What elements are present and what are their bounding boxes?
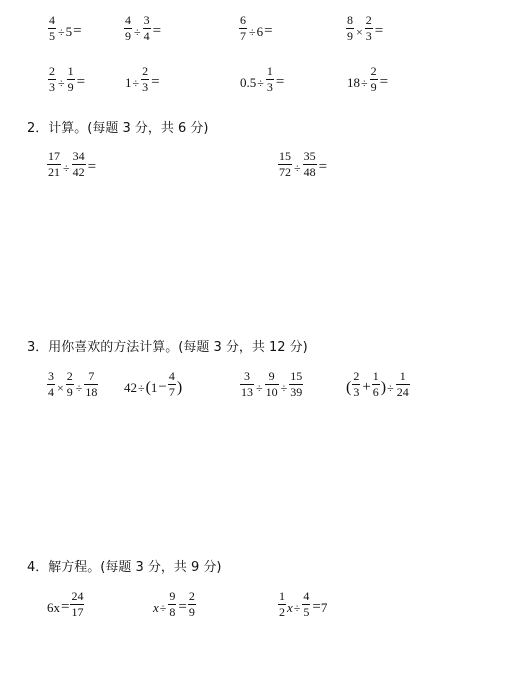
fraction: $\frac{3}{4}$: [48, 369, 54, 399]
fraction: $\frac{15}{39}$: [290, 369, 303, 399]
q1-expr-2: $\frac{4}{9}$ ÷ $\frac{3}{4}$ =: [125, 13, 162, 43]
q1-expr-5: $\frac{2}{3}$ ÷ $\frac{1}{9}$ =: [49, 64, 86, 94]
q1-expr-7: 0.5 ÷ $\frac{1}{3}$ =: [240, 64, 285, 94]
fraction: $\frac{2}{3}$: [353, 369, 360, 399]
q3-expr-4: ( $\frac{2}{3}$ + $\frac{1}{6}$ ) ÷ $\frac{1}{24}$: [346, 369, 409, 399]
fraction: $\frac{8}{9}$: [347, 13, 353, 43]
question-4-heading: 4．解方程。(每题 3 分，共 9 分): [27, 560, 222, 575]
q1-expr-1: $\frac{4}{5}$ ÷ 5 =: [49, 13, 82, 43]
fraction: $\frac{2}{9}$: [66, 369, 73, 399]
q3-expr-1: $\frac{3}{4}$ × $\frac{2}{9}$ ÷ $\frac{7}{18}$: [48, 369, 98, 399]
fraction: $\frac{3}{4}$: [143, 13, 150, 43]
fraction: $\frac{1}{6}$: [372, 369, 379, 399]
q3-expr-3: $\frac{3}{13}$ ÷ $\frac{9}{10}$ ÷ $\frac{15}{39}$: [241, 369, 303, 399]
fraction: $\frac{4}{9}$: [125, 13, 131, 43]
fraction: $\frac{1}{9}$: [67, 64, 74, 94]
fraction: $\frac{2}{3}$: [142, 64, 149, 94]
fraction: $\frac{2}{9}$: [370, 64, 377, 94]
q4-equation-2: x ÷ $\frac{9}{8}$ = $\frac{2}{9}$: [153, 589, 195, 619]
question-3-heading: 3．用你喜欢的方法计算。(每题 3 分，共 12 分): [27, 340, 308, 355]
fraction: $\frac{1}{2}$: [279, 589, 285, 619]
fraction: $\frac{3}{13}$: [241, 369, 253, 399]
fraction: $\frac{1}{24}$: [396, 369, 409, 399]
q3-expr-2: 42 ÷ ( 1 − $\frac{4}{7}$ ): [124, 369, 183, 399]
q1-expr-8: 18 ÷ $\frac{2}{9}$ =: [347, 64, 389, 94]
q2-expr-2: $\frac{15}{72}$ ÷ $\frac{35}{48}$ =: [279, 149, 328, 179]
fraction: $\frac{2}{3}$: [365, 13, 372, 43]
fraction: $\frac{17}{21}$: [48, 149, 60, 179]
fraction: $\frac{4}{5}$: [303, 589, 310, 619]
fraction: $\frac{1}{3}$: [266, 64, 273, 94]
fraction: $\frac{2}{9}$: [188, 589, 195, 619]
fraction: $\frac{15}{72}$: [279, 149, 291, 179]
fraction: $\frac{2}{3}$: [49, 64, 55, 94]
fraction: $\frac{35}{48}$: [303, 149, 316, 179]
fraction: $\frac{4}{7}$: [168, 369, 175, 399]
fraction: $\frac{9}{8}$: [169, 589, 176, 619]
q2-expr-1: $\frac{17}{21}$ ÷ $\frac{34}{42}$ =: [48, 149, 97, 179]
fraction: $\frac{7}{18}$: [85, 369, 98, 399]
q1-expr-3: $\frac{6}{7}$ ÷ 6 =: [240, 13, 273, 43]
fraction: $\frac{24}{17}$: [71, 589, 84, 619]
fraction: $\frac{6}{7}$: [240, 13, 246, 43]
fraction: $\frac{4}{5}$: [49, 13, 55, 43]
fraction: $\frac{9}{10}$: [265, 369, 278, 399]
q4-equation-3: $\frac{1}{2}$ x ÷ $\frac{4}{5}$ = 7: [279, 589, 328, 619]
question-2-heading: 2．计算。(每题 3 分，共 6 分): [27, 121, 209, 136]
q4-equation-1: 6x = $\frac{24}{17}$: [47, 589, 84, 619]
q1-expr-4: $\frac{8}{9}$ × $\frac{2}{3}$ =: [347, 13, 384, 43]
q1-expr-6: 1 ÷ $\frac{2}{3}$ =: [125, 64, 160, 94]
fraction: $\frac{34}{42}$: [72, 149, 85, 179]
